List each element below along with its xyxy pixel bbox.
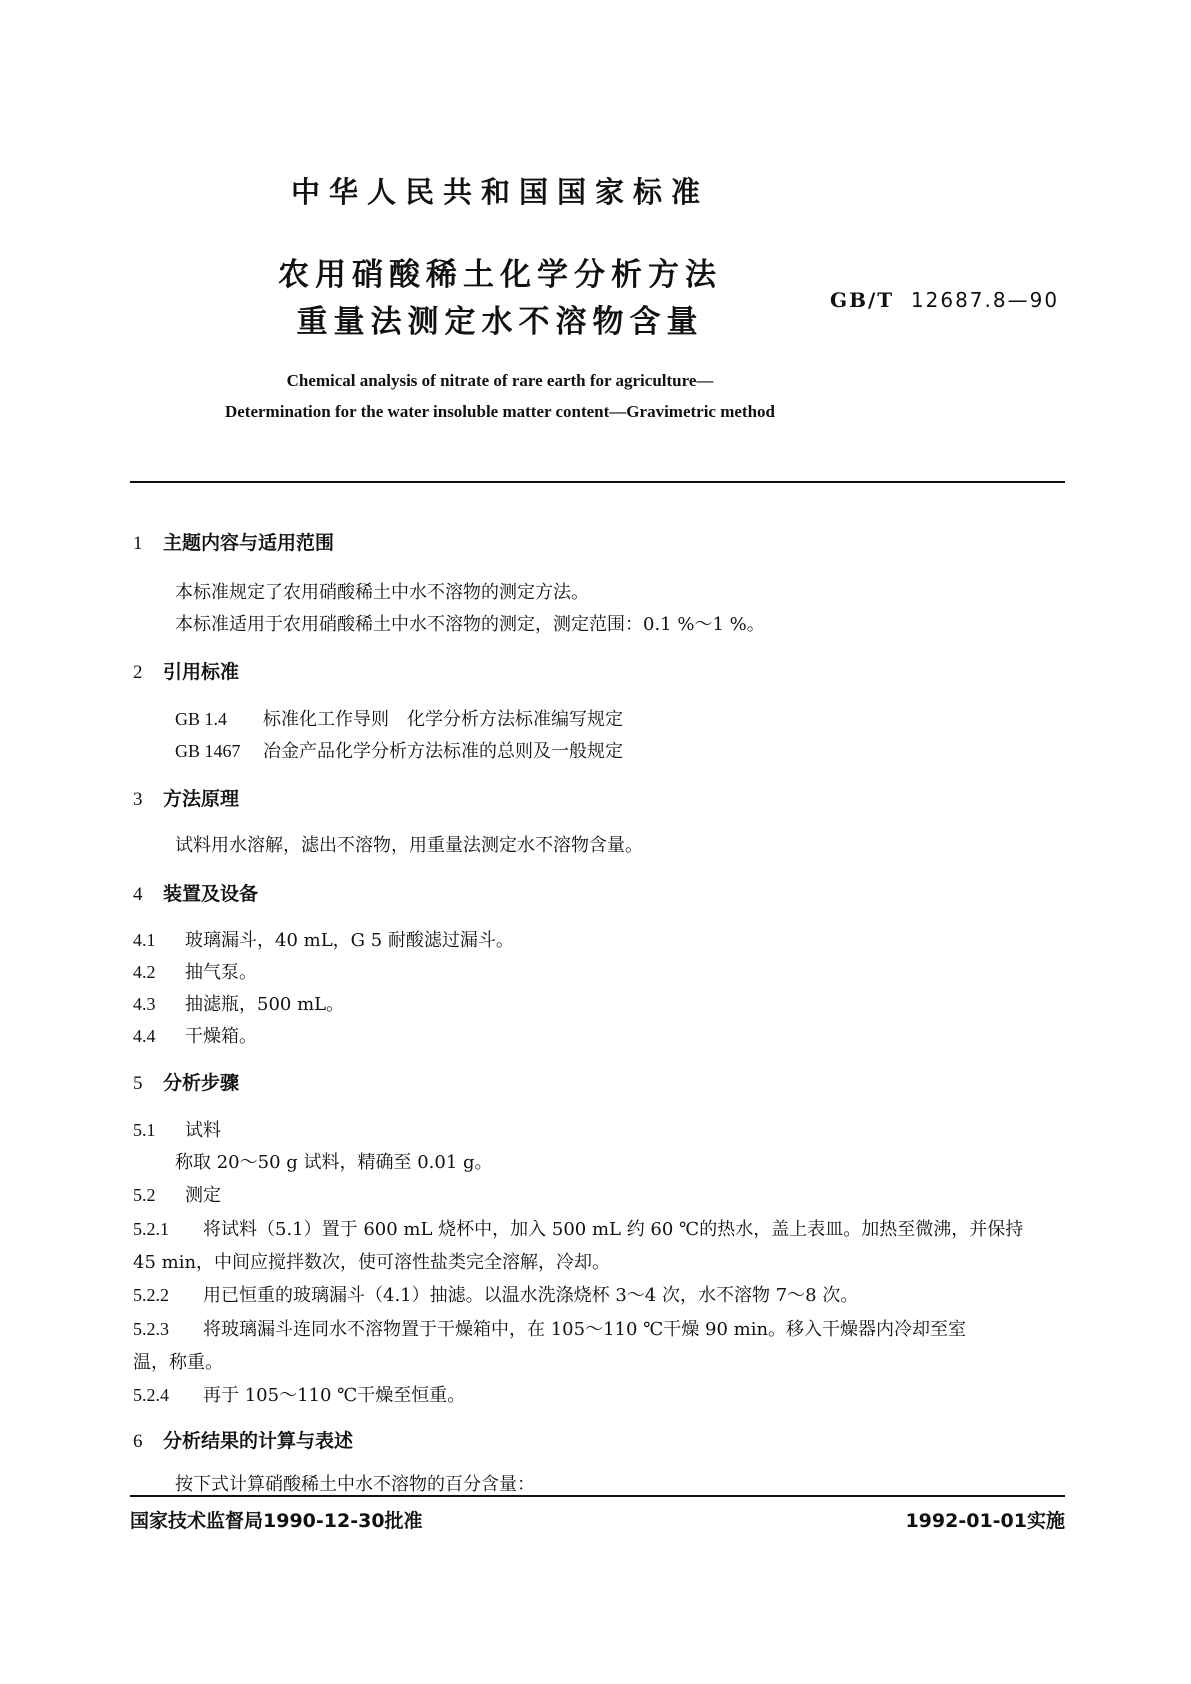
english-title-line2: Determination for the water insoluble matter content—Gravimetric method [224, 402, 776, 421]
item-text: 抽滤瓶，500 mL。 [185, 994, 345, 1015]
reference-code: GB 1467 [175, 741, 241, 761]
item-number: 5.2 [133, 1185, 156, 1205]
approval-note: 国家技术监督局1990-12-30批准 [130, 1510, 423, 1532]
section-number: 6 [133, 1431, 143, 1452]
item-number: 4.4 [133, 1026, 156, 1046]
reference-code: GB 1.4 [175, 709, 228, 729]
section-6-heading [133, 1426, 353, 1453]
reference-2 [175, 737, 623, 763]
item-text: 用已恒重的玻璃漏斗（4.1）抽滤。以温水洗涤烧杯 3～4 次，水不溶物 7～8 次。 [203, 1285, 859, 1306]
subsection-5-1-text: 称取 20～50 g 试料，精确至 0.01 g。 [175, 1152, 493, 1173]
item-number: 5.2.4 [133, 1385, 169, 1405]
item-text: 将玻璃漏斗连同水不溶物置于干燥箱中，在 105～110 ℃干燥 90 min。移入干燥器内冷却至室 [203, 1319, 967, 1340]
list-item [133, 1022, 257, 1048]
item-text: 测定 [185, 1185, 221, 1206]
item-text: 干燥箱。 [185, 1026, 257, 1047]
section-title: 分析步骤 [163, 1072, 240, 1094]
list-item [133, 990, 344, 1016]
section-title: 引用标准 [163, 661, 240, 683]
section-6-paragraph-1: 按下式计算硝酸稀土中水不溶物的百分含量： [175, 1474, 535, 1495]
section-number: 2 [133, 662, 143, 683]
standard-code-number: 12687.8—90 [910, 288, 1060, 312]
english-title-line1: Chemical analysis of nitrate of rare earth for agriculture— [286, 371, 714, 390]
effective-date: 1992-01-01实施 [905, 1510, 1065, 1532]
item-text: 玻璃漏斗，40 mL，G 5 耐酸滤过漏斗。 [185, 930, 514, 951]
section-number: 4 [133, 884, 143, 905]
item-text: 抽气泵。 [185, 962, 257, 983]
reference-1 [175, 705, 623, 731]
item-number: 4.3 [133, 994, 156, 1014]
section-2-heading [133, 657, 239, 684]
item-text: 试料 [185, 1120, 221, 1141]
section-5-heading [133, 1068, 239, 1095]
section-3-paragraph-1: 试料用水溶解，滤出不溶物，用重量法测定水不溶物含量。 [175, 835, 643, 856]
step-5-2-1-continued: 45 min，中间应搅拌数次，使可溶性盐类完全溶解，冷却。 [133, 1252, 611, 1273]
item-number: 5.2.2 [133, 1285, 169, 1305]
national-standard-heading: 中华人民共和国国家标准 [290, 175, 709, 209]
item-number: 4.1 [133, 930, 156, 950]
step-5-2-4 [133, 1381, 465, 1407]
section-4-heading [133, 879, 258, 906]
item-text: 再于 105～110 ℃干燥至恒重。 [203, 1385, 466, 1406]
header-divider [130, 481, 1065, 483]
subsection-5-2 [133, 1181, 221, 1207]
standard-code [830, 288, 1059, 312]
section-number: 5 [133, 1073, 143, 1094]
step-5-2-1 [133, 1215, 1023, 1241]
reference-text: 冶金产品化学分析方法标准的总则及一般规定 [263, 741, 623, 762]
section-3-heading [133, 784, 239, 811]
section-number: 1 [133, 533, 143, 554]
standard-title-line1: 农用硝酸稀土化学分析方法 [278, 257, 722, 293]
standard-title-line2: 重量法测定水不溶物含量 [296, 304, 704, 340]
section-title: 方法原理 [163, 788, 240, 810]
section-1-paragraph-2: 本标准适用于农用硝酸稀土中水不溶物的测定，测定范围：0.1 %～1 %。 [175, 614, 765, 635]
reference-text: 标准化工作导则 化学分析方法标准编写规定 [263, 709, 623, 730]
subsection-5-1 [133, 1116, 221, 1142]
section-number: 3 [133, 789, 143, 810]
item-number: 5.2.1 [133, 1219, 169, 1239]
list-item [133, 926, 514, 952]
section-title: 分析结果的计算与表述 [163, 1430, 354, 1452]
section-1-heading [133, 528, 334, 555]
standard-code-prefix: GB/T [830, 288, 895, 312]
item-number: 5.1 [133, 1120, 156, 1140]
section-title: 主题内容与适用范围 [163, 532, 335, 554]
item-number: 5.2.3 [133, 1319, 169, 1339]
section-title: 装置及设备 [163, 883, 259, 905]
step-5-2-3 [133, 1315, 966, 1341]
section-1-paragraph-1: 本标准规定了农用硝酸稀土中水不溶物的测定方法。 [175, 582, 589, 603]
item-number: 4.2 [133, 962, 156, 982]
item-text: 将试料（5.1）置于 600 mL 烧杯中，加入 500 mL 约 60 ℃的热水，盖上表皿。加热至微沸，并保持 [203, 1219, 1024, 1240]
step-5-2-2 [133, 1281, 858, 1307]
step-5-2-3-continued: 温，称重。 [133, 1352, 223, 1373]
footer-divider [130, 1495, 1065, 1497]
list-item [133, 958, 257, 984]
